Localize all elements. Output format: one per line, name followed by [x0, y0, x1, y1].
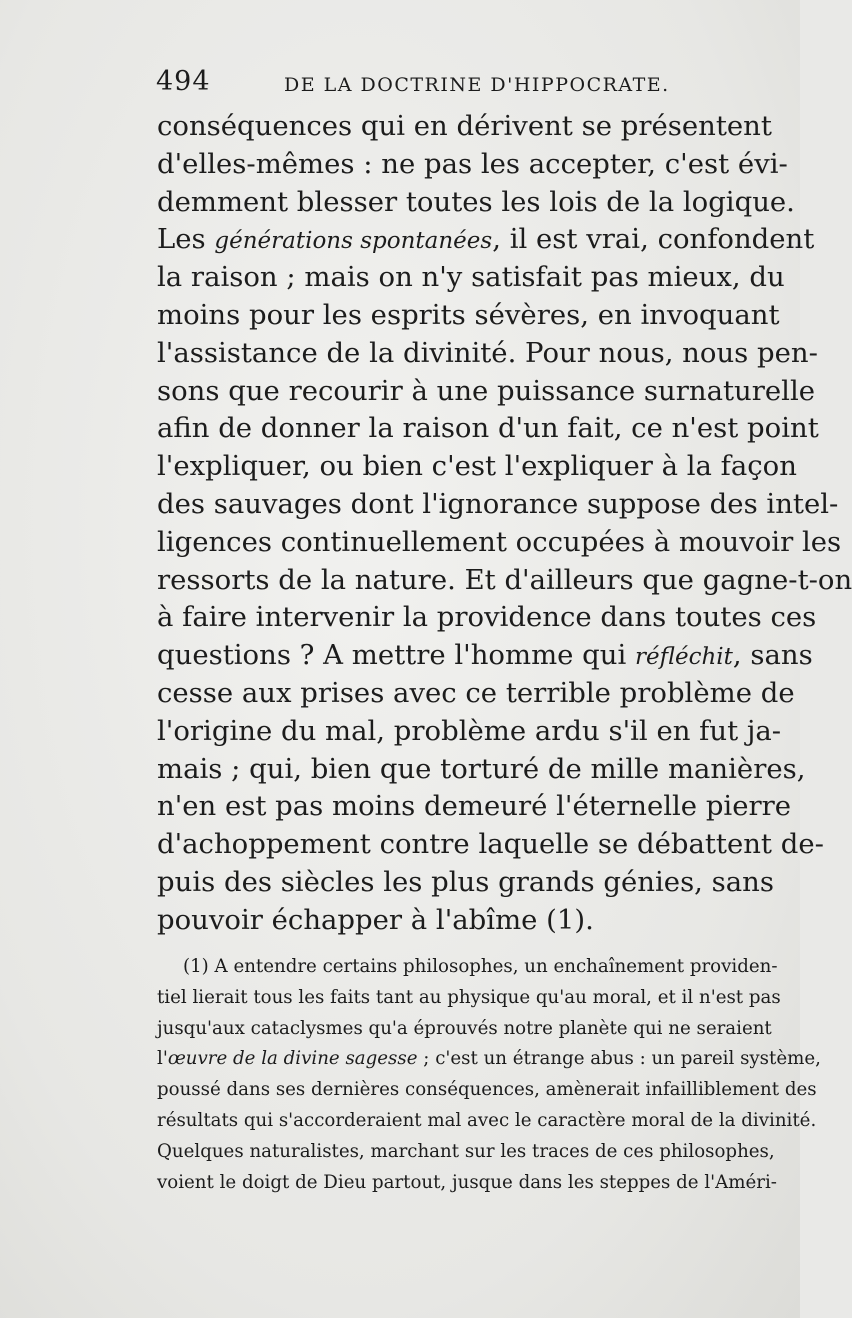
italic-text: œuvre de la divine sagesse: [167, 1048, 418, 1070]
text-run: à faire intervenir la providence dans toutes ces: [157, 601, 817, 634]
text-run: l': [157, 1048, 168, 1070]
footnote-line: [157, 952, 778, 983]
text-run: cesse aux prises avec ce terrible problème de: [157, 676, 795, 709]
text-line: [157, 486, 839, 524]
text-run: Les: [157, 223, 215, 256]
text-line: [157, 524, 842, 562]
text-run: d'achoppement contre laquelle se débattent de-: [157, 828, 824, 861]
text-run: demment blesser toutes les lois de la logique.: [157, 185, 795, 218]
footnote-line: [157, 983, 781, 1014]
text-run: moins pour les esprits sévères, en invoquant: [157, 298, 780, 331]
text-run: Quelques naturalistes, marchant sur les traces de ces philosophes,: [157, 1140, 775, 1162]
text-line: [157, 335, 818, 373]
text-run: , sans: [732, 639, 813, 672]
text-line: [157, 562, 852, 600]
text-line: [157, 675, 795, 713]
text-line: [157, 788, 792, 826]
text-run: des sauvages dont l'ignorance suppose des intel-: [157, 487, 839, 520]
text-line: [157, 259, 785, 297]
text-line: [157, 410, 819, 448]
text-line: [157, 373, 816, 411]
text-run: questions ? A mettre l'homme qui: [157, 639, 636, 672]
footnote-line: [157, 1044, 821, 1075]
page-number: 494: [156, 66, 211, 97]
footnote-line: [157, 1014, 772, 1045]
text-run: conséquences qui en dérivent se présentent: [157, 110, 772, 142]
text-line: [157, 713, 782, 751]
text-line: [157, 221, 815, 259]
text-line: [157, 751, 806, 789]
italic-text: générations spontanées: [214, 228, 493, 255]
page-header: [156, 66, 756, 102]
text-run: la raison ; mais on n'y satisfait pas mieux, du: [157, 261, 785, 294]
text-run: tiel lierait tous les faits tant au physique qu'au moral, et il n'est pas: [157, 986, 781, 1008]
text-run: voient le doigt de Dieu partout, jusque dans les steppes de l'Améri-: [157, 1171, 777, 1193]
footnote-line: [157, 1106, 817, 1137]
text-line: [157, 826, 824, 864]
text-run: , il est vrai, confondent: [492, 223, 815, 256]
text-run: sons que recourir à une puissance surnaturelle: [157, 374, 816, 407]
footnote-line: [157, 1168, 777, 1199]
text-run: ressorts de la nature. Et d'ailleurs que gagne-t-on: [157, 563, 852, 596]
text-run: mais ; qui, bien que torturé de mille manières,: [157, 752, 806, 785]
text-line: [157, 902, 753, 940]
text-run: jusqu'aux cataclysmes qu'a éprouvés notre planète qui ne seraient: [157, 1017, 772, 1039]
text-run: l'origine du mal, problème ardu s'il en fut ja-: [157, 714, 782, 747]
footnote-line: [157, 1137, 775, 1168]
text-run: poussé dans ses dernières conséquences, amènerait infailliblement des: [157, 1079, 817, 1101]
footnote-line: [157, 1075, 817, 1106]
text-line: [157, 599, 817, 637]
text-run: (1) A entendre certains philosophes, un enchaînement providen-: [183, 956, 778, 977]
text-run: résultats qui s'accorderaient mal avec le caractère moral de la divinité.: [157, 1109, 817, 1131]
italic-text: réfléchit: [635, 644, 733, 671]
text-run: d'elles-mêmes : ne pas les accepter, c'est évi-: [157, 147, 788, 180]
running-head: DE LA DOCTRINE D'HIPPOCRATE.: [284, 74, 670, 96]
text-run: ; c'est un étrange abus : un pareil système,: [417, 1048, 821, 1070]
main-text: [157, 108, 852, 940]
text-line: [157, 108, 772, 146]
text-run: n'en est pas moins demeuré l'éternelle pierre: [157, 790, 792, 823]
text-run: pouvoir échapper à l'abîme (1).: [157, 903, 594, 936]
text-line: [157, 297, 780, 335]
text-line: [157, 864, 774, 902]
text-line: [157, 448, 797, 486]
text-line: [157, 637, 813, 675]
text-run: afin de donner la raison d'un fait, ce n'est point: [157, 412, 819, 445]
text-run: ligences continuellement occupées à mouvoir les: [157, 525, 842, 558]
text-line: [157, 146, 788, 184]
footnote: [157, 952, 821, 1198]
text-line: [157, 184, 795, 222]
text-run: l'expliquer, ou bien c'est l'expliquer à la façon: [157, 450, 797, 483]
text-run: puis des siècles les plus grands génies, sans: [157, 865, 774, 898]
text-run: l'assistance de la divinité. Pour nous, nous pen-: [157, 336, 818, 369]
